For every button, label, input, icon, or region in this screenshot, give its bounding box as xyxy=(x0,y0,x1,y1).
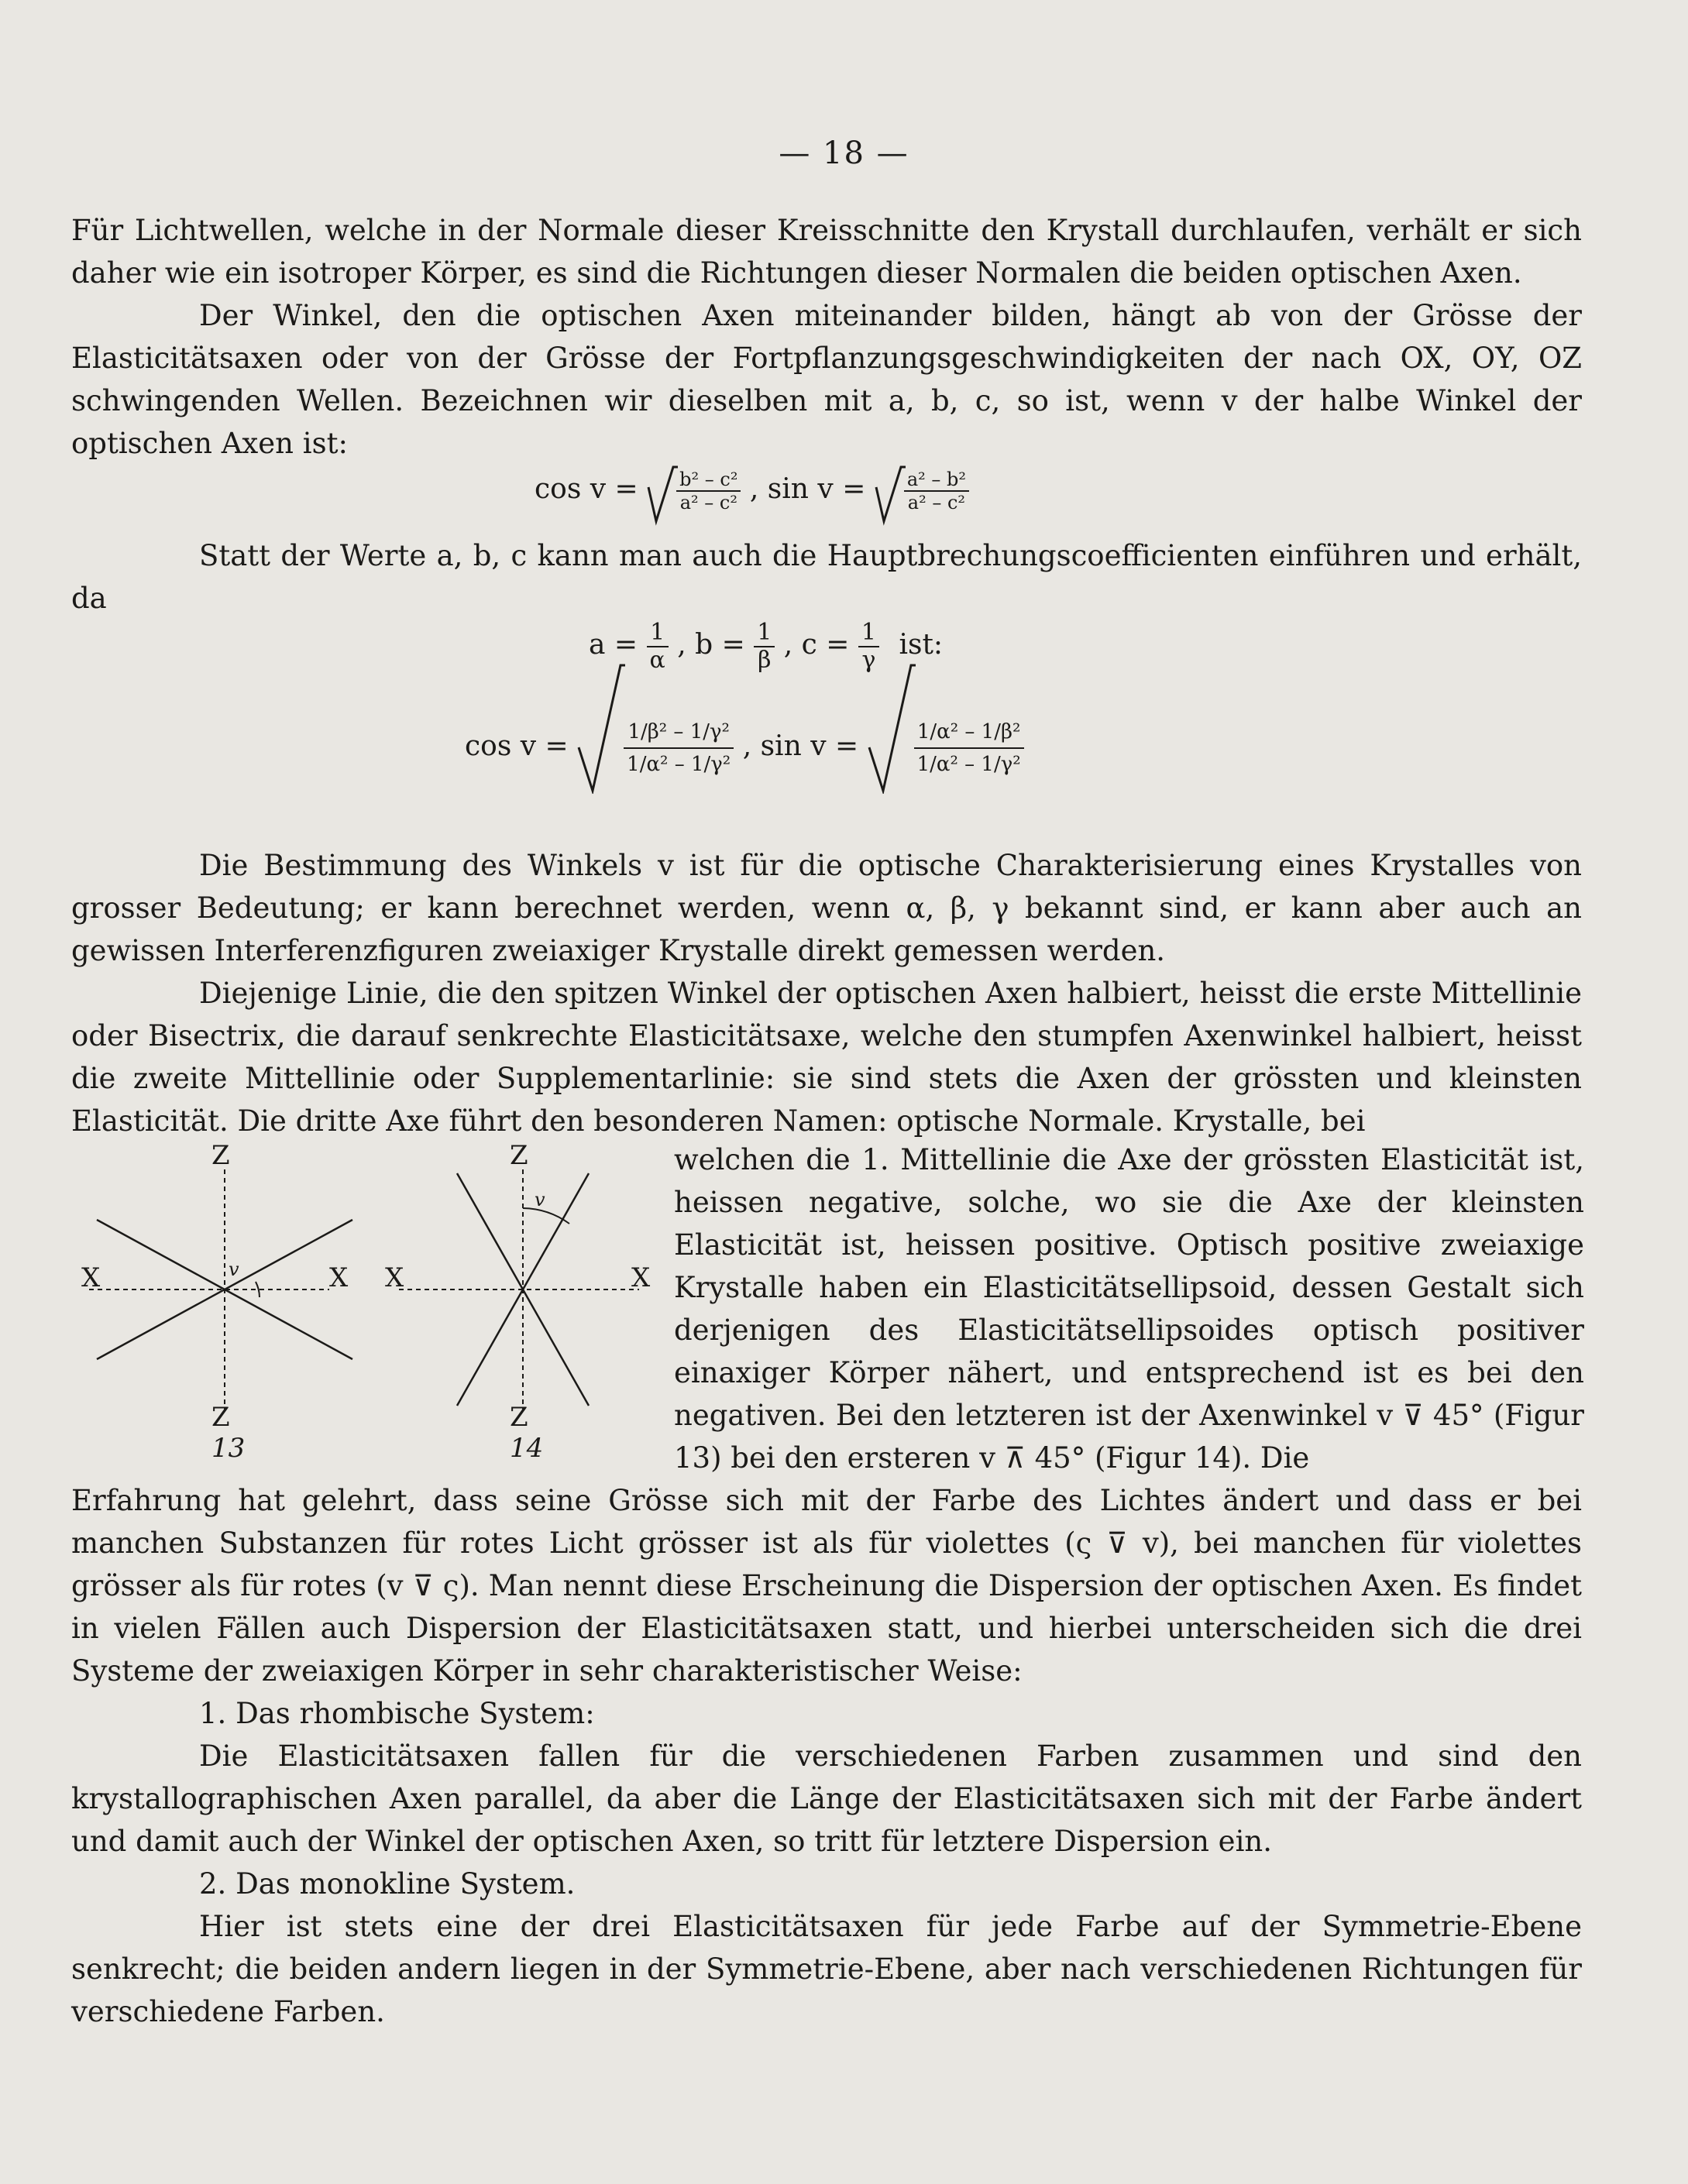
formula-1-cos-den: a² – c² xyxy=(679,492,737,513)
figure-14-z-top: Z xyxy=(510,1140,528,1171)
paragraph-2: Der Winkel, den die optischen Axen miteinander bilden, hängt ab von der Grösse der Elasticitätsaxen oder von der Grösse der Fortpflanzungsgeschwindigkeiten der nach OX, OY, OZ schwingenden Wellen. Bezeichnen wir dieselben mit a, b, c, so ist, wenn v der halbe Winkel der optischen Axen ist: xyxy=(71,299,1582,460)
formula-2-a-lhs: a = xyxy=(589,629,638,661)
formula-3-sin-num: 1/α² – 1/β² xyxy=(914,716,1024,749)
paragraph-6: welchen die 1. Mittellinie die Axe der grössten Elasticität ist, heissen negative, solche, wo sie die Axe der kleinsten Elasticität ist, heissen positive. Optisch positive zweiaxige Krystalle haben ein Elasticitätsellipsoid, dessen Gestalt sich derjenigen des Elasticitätsellipsoides optisch positiver einaxiger Körper nähert, und entsprechend ist es bei den negativen. Bei den letzteren ist der Axenwinkel v ⊽ 45° (Figur 13) bei den ersteren v ⊼ 45° (Figur 14). Die xyxy=(674,1143,1584,1475)
formula-1-cos-lhs: cos v = xyxy=(535,473,638,505)
figure-14 xyxy=(383,1140,670,1471)
formula-3-cos-den: 1/α² – 1/γ² xyxy=(627,753,731,776)
formula-2-a-den: α xyxy=(649,647,665,674)
formula-1-sin-root xyxy=(875,469,969,513)
formula-2-a-num: 1 xyxy=(647,620,669,647)
paragraph-1: Für Lichtwellen, welche in der Normale dieser Kreisschnitte den Krystall durchlaufen, verhält er sich daher wie ein isotroper Körper, es sind die Richtungen dieser Normalen die beiden optischen Axen. xyxy=(71,214,1582,290)
formula-3-cos-lhs: cos v = xyxy=(465,730,569,762)
formula-1-cos-num: b² – c² xyxy=(676,469,741,492)
formula-1-sin-num: a² – b² xyxy=(904,469,969,492)
figure-14-x-left: X xyxy=(385,1262,404,1293)
figure-14-v: v xyxy=(535,1189,545,1210)
heading-rhombic: 1. Das rhombische System: xyxy=(199,1697,595,1730)
root-sign-icon xyxy=(875,464,906,526)
figure-13-z-bottom: Z xyxy=(211,1402,230,1433)
figure-13-v: v xyxy=(229,1259,239,1280)
figure-14-number: 14 xyxy=(510,1433,544,1464)
root-sign-icon xyxy=(577,662,625,794)
formula-3-sin-lhs: , sin v = xyxy=(742,730,859,762)
paragraph-9: Hier ist stets eine der drei Elasticitätsaxen für jede Farbe auf der Symmetrie-Ebene senkrecht; die beiden andern liegen in der Symmetrie-Ebene, aber nach verschiedenen Richtungen für verschiedene Farben. xyxy=(71,1910,1582,2028)
paragraph-5: Diejenige Linie, die den spitzen Winkel der optischen Axen halbiert, heisst die erste Mittellinie oder Bisectrix, die darauf senkrechte Elasticitätsaxe, welche den stumpfen Axenwinkel halbiert, heisst die zweite Mittellinie oder Supplementarlinie: sie sind stets die Axen der grössten und kleinsten Elasticität. Die dritte Axe führt den besonderen Namen: optische Normale. Krystalle, bei xyxy=(71,977,1582,1138)
formula-3-sin-den: 1/α² – 1/γ² xyxy=(916,753,1021,776)
heading-monoclinic: 2. Das monokline System. xyxy=(199,1867,576,1901)
paragraph-4: Die Bestimmung des Winkels v ist für die optische Charakterisierung eines Krystalles von grosser Bedeutung; er kann berechnet werden, wenn α, β, γ bekannt sind, er kann aber auch an gewissen Interferenzfiguren zweiaxiger Krystalle direkt gemessen werden. xyxy=(71,849,1582,967)
figure-13 xyxy=(74,1140,383,1471)
figure-13-x-right: X xyxy=(329,1262,349,1293)
paragraph-7: Erfahrung hat gelehrt, dass seine Grösse sich mit der Farbe des Lichtes ändert und dass er bei manchen Substanzen für rotes Licht grösser ist als für violettes (ς ⊽ v), bei manchen für violettes grösser als für rotes (v ⊽ ς). Man nennt diese Erscheinung die Dispersion der optischen Axen. Es findet in vielen Fällen auch Dispersion der Elasticitätsaxen statt, und hierbei unterscheiden sich die drei Systeme der zweiaxigen Körper in sehr charakteristischer Weise: xyxy=(71,1484,1582,1688)
formula-1-sin-den: a² – c² xyxy=(907,492,966,513)
figure-14-z-bottom: Z xyxy=(510,1402,528,1433)
formula-2-tail: ist: xyxy=(899,629,944,661)
figure-14-x-right: X xyxy=(631,1262,651,1293)
formula-2-b-lhs: , b = xyxy=(677,629,745,661)
formula-2-c-num: 1 xyxy=(858,620,879,647)
formula-2-c-den: γ xyxy=(861,647,876,674)
paragraph-3: Statt der Werte a, b, c kann man auch die Hauptbrechungscoefficienten einführen und erhält, da xyxy=(71,539,1582,615)
figure-13-x-left: X xyxy=(81,1262,101,1293)
figure-13-number: 13 xyxy=(211,1433,246,1464)
figure-13-z-top: Z xyxy=(211,1140,230,1171)
formula-1 xyxy=(535,469,969,513)
formula-3-sin-root xyxy=(868,716,1024,780)
formula-3-cos-num: 1/β² – 1/γ² xyxy=(624,716,734,749)
root-sign-icon xyxy=(647,464,678,526)
formula-3-cos-root xyxy=(577,716,734,780)
page-number: — 18 — xyxy=(779,136,909,171)
formula-2-b-den: β xyxy=(758,647,772,674)
formula-3 xyxy=(465,716,1024,780)
formula-1-sin-lhs: , sin v = xyxy=(749,473,866,505)
formula-2-b-num: 1 xyxy=(754,620,775,647)
formula-2-c-lhs: , c = xyxy=(783,629,850,661)
paragraph-8: Die Elasticitätsaxen fallen für die verschiedenen Farben zusammen und sind den krystallographischen Axen parallel, da aber die Länge der Elasticitätsaxen sich mit der Farbe ändert und damit auch der Winkel der optischen Axen, so tritt für letztere Dispersion ein. xyxy=(71,1739,1582,1858)
formula-1-cos-root xyxy=(647,469,741,513)
root-sign-icon xyxy=(868,662,916,794)
